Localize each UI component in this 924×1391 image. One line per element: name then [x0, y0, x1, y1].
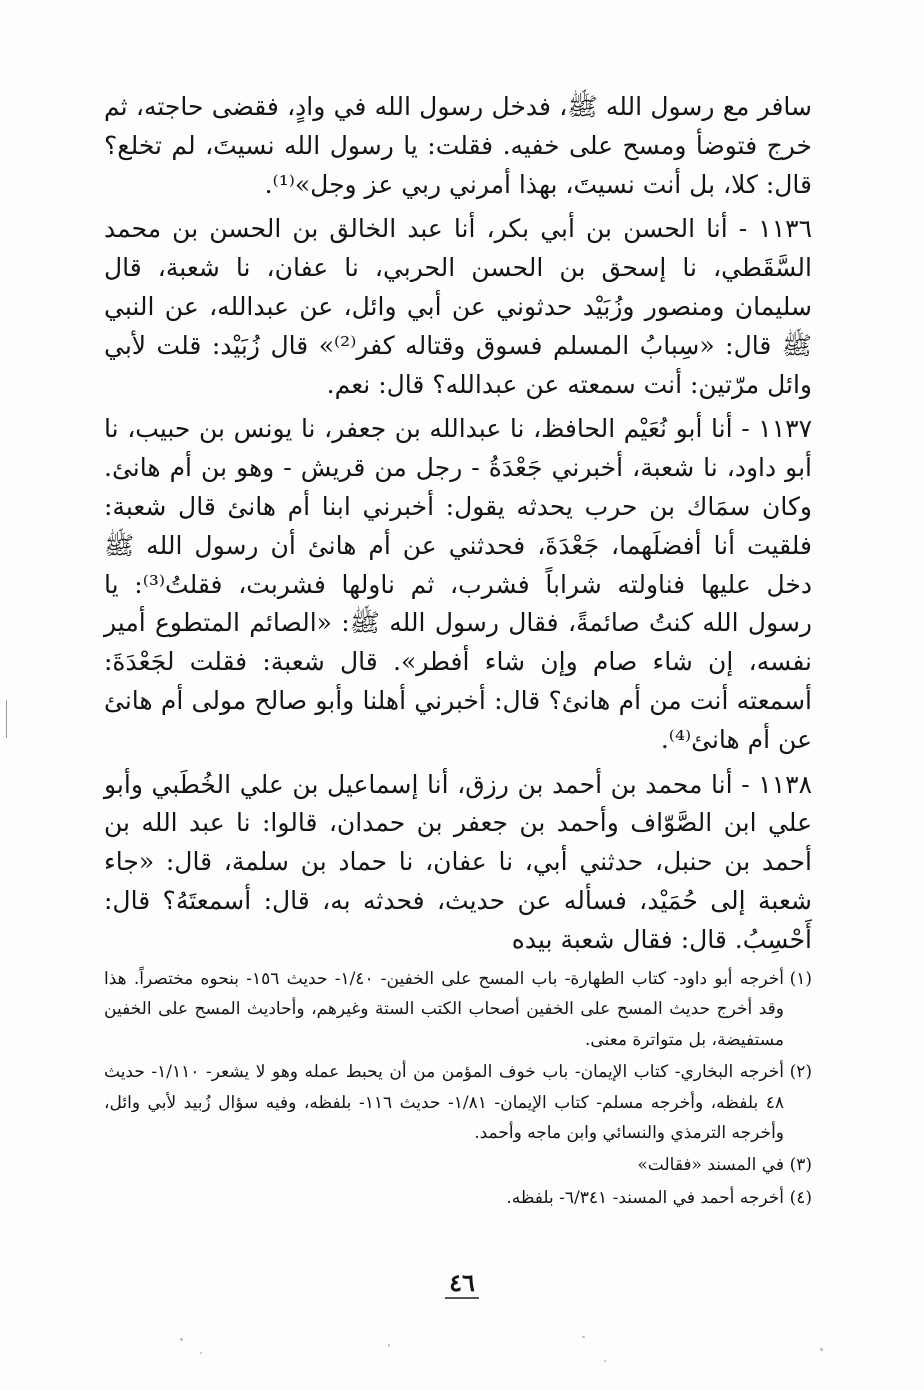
- scan-speck: [180, 1338, 183, 1341]
- scan-speck: [582, 1336, 585, 1338]
- footnote-3: [104, 1150, 812, 1180]
- footnote-text: أخرجه أحمد في المسند- ٦/٣٤١- بلفظه.: [506, 1187, 784, 1208]
- footnote-4: [104, 1183, 812, 1213]
- scan-speck: [604, 1360, 606, 1362]
- scan-speck: [388, 1344, 390, 1347]
- page-number-text: ٤٦: [445, 1268, 479, 1299]
- paragraph-hadith-1137: ١١٣٧ - أنا أبو نُعَيْم الحافظ، نا عبدالله بن جعفر، نا يونس بن حبيب، نا أبو داود، نا شعبة، أخبرني جَعْدَةُ - رجل من قريش - وهو بن أم هانئ. وكان سمَاك بن حرب يحدثه يقول: أخبرني ابنا أم هانئ قال شعبة: فلقيت أنا أفضلَهما، جَعْدَةَ، فحدثني عن أم هانئ أن رسول الله ﷺ دخل عليها فناولته شراباً فشرب، ثم ناولها فشربت، فقلتُ⁽³⁾: يا رسول الله كنتُ صائمةً، فقال رسول الله ﷺ: «الصائم المتطوع أمير نفسه، إن شاء صام وإن شاء أفطر». قال شعبة: فقلت لجَعْدَةَ: أسمعته أنت من أم هانئ؟ قال: أخبرني أهلنا وأبو صالح مولى أم هانئ عن أم هانئ⁽⁴⁾.: [104, 414, 812, 754]
- footnote-text: أخرجه البخاري- كتاب الإيمان- باب خوف المؤمن من أن يحبط عمله وهو لا يشعر- ١/١١٠- حديث ٤٨ بلفظه، وأخرجه مسلم- كتاب الإيمان- ١/٨١- حديث ١١٦- بلفظه، وفيه سؤال زُبيد لأبي وائل، وأخرجه الترمذي والنسائي وابن ماجه وأحمد.: [104, 1062, 784, 1144]
- footnote-mark: (٢): [789, 1062, 812, 1083]
- footnote-text: في المسند «فقالت»: [637, 1155, 784, 1176]
- page-number: [0, 1268, 924, 1297]
- paragraph-hadith-1138: ١١٣٨ - أنا محمد بن أحمد بن رزق، أنا إسماعيل بن علي الخُطَبي وأبو علي ابن الصَّوّاف وأحمد بن جعفر بن حمدان، قالوا: نا عبد الله بن أحمد بن حنبل، حدثني أبي، نا عفان، نا حماد بن سلمة، قال: «جاء شعبة إلى حُمَيْد، فسأله عن حديث، فحدثه به، قال: أسمعتَهُ؟ قال: أَحْسِبُ. قال: فقال شعبة بيده: [104, 769, 812, 954]
- footnote-mark: (٣): [789, 1155, 812, 1176]
- main-text: [104, 88, 812, 960]
- paragraph-hadith-1136: ١١٣٦ - أنا الحسن بن أبي بكر، أنا عبد الخالق بن الحسن بن محمد السَّقَطي، نا إسحق بن الحسن الحربي، نا عفان، نا شعبة، قال سليمان ومنصور وزُبَيْد حدثوني عن أبي وائل، عن عبدالله، عن النبي ﷺ قال: «سِبابُ المسلم فسوق وقتاله كفر⁽²⁾» قال زُبَيْد: قلت لأبي وائل مرّتين: أنت سمعته عن عبدالله؟ قال: نعم.: [104, 214, 813, 399]
- scan-edge-mark: [6, 700, 7, 738]
- scan-speck: [200, 1352, 202, 1354]
- footnotes: [104, 964, 812, 1213]
- footnote-1: [104, 964, 812, 1055]
- footnote-2: [104, 1057, 812, 1148]
- scan-speck: [820, 1348, 823, 1351]
- footnote-mark: (١): [789, 969, 812, 989]
- footnote-text: أخرجه أبو داود- كتاب الطهارة- باب المسح على الخفين- ١/٤٠- حديث ١٥٦- بنحوه مختصراً. هذا وقد أخرج حديث المسح على الخفين أصحاب الكتب الستة وغيرهم، وأحاديث المسح على الخفين مستفيضة، بل متواترة معنى.: [104, 969, 784, 1050]
- paragraph-continuation: سافر مع رسول الله ﷺ، فدخل رسول الله في وادٍ، فقضى حاجته، ثم خرج فتوضأ ومسح على خفيه. فقلت: يا رسول الله نسيتَ، لم تخلع؟ قال: كلا، بل أنت نسيتَ، بهذا أمرني ربي عز وجل»⁽¹⁾.: [104, 92, 812, 199]
- footnote-mark: (٤): [789, 1187, 812, 1208]
